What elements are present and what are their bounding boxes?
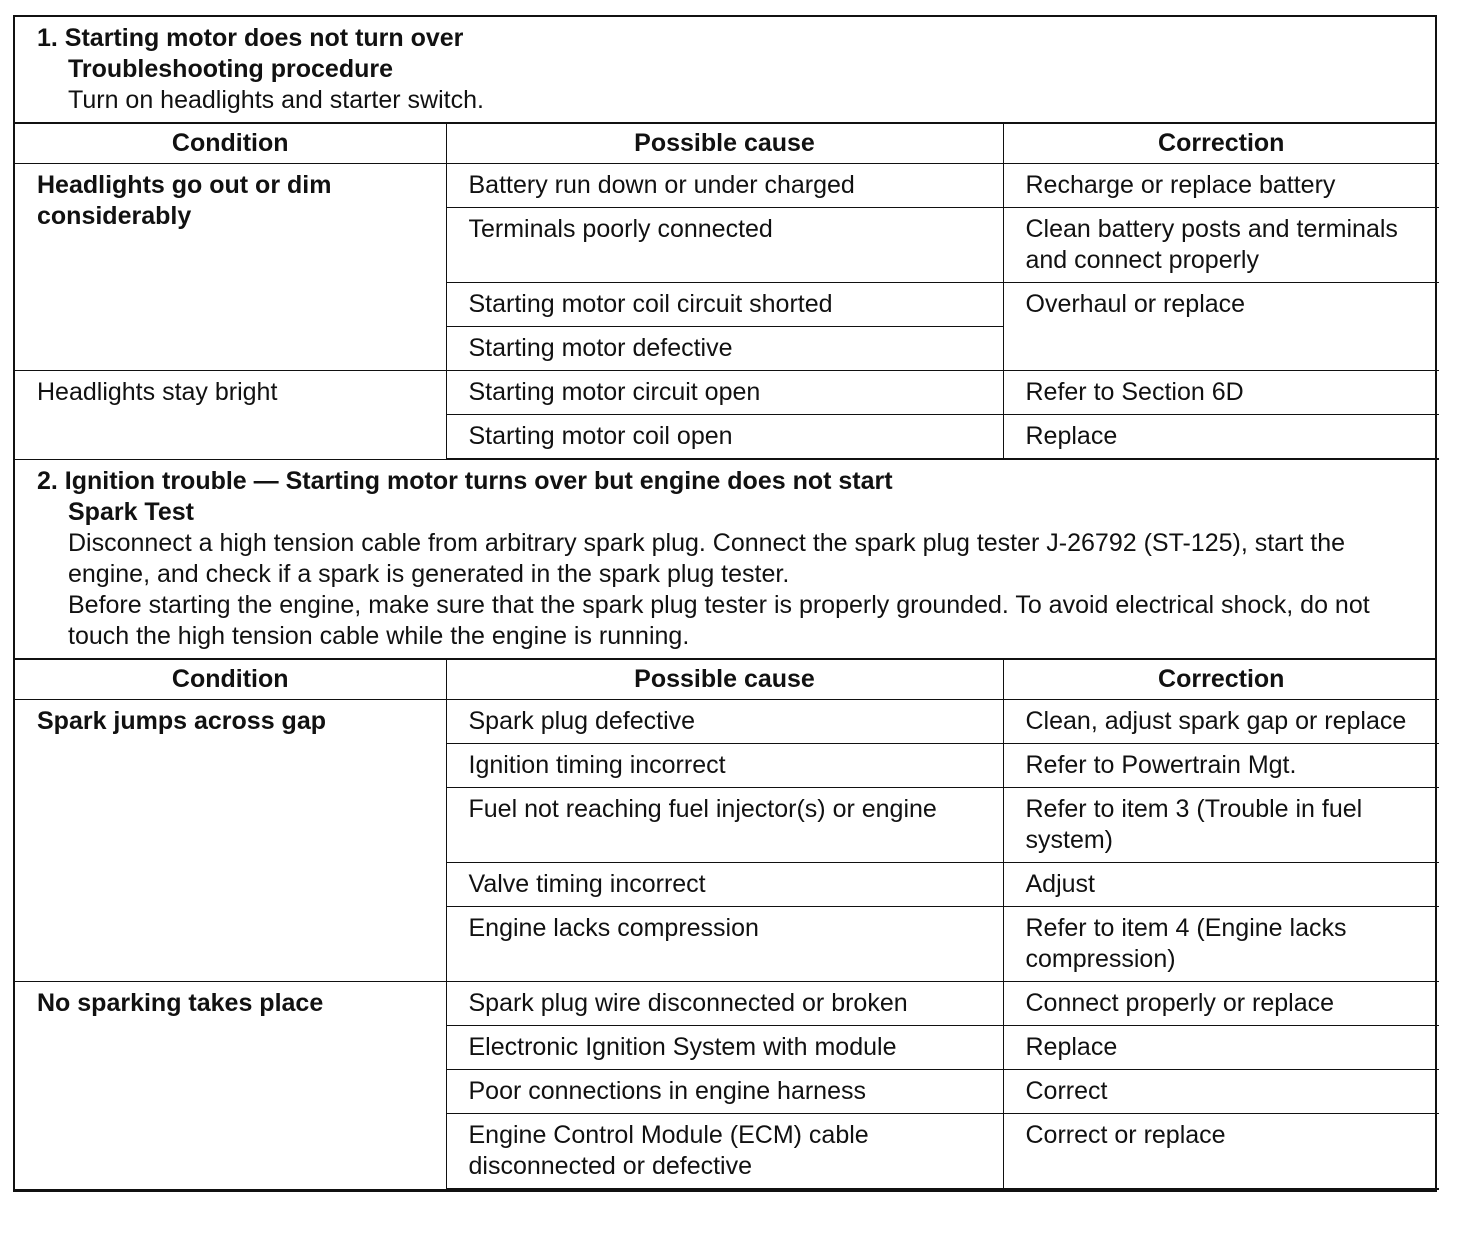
column-header-correction: Correction xyxy=(1003,124,1439,164)
cause-cell: Battery run down or under charged xyxy=(446,164,1003,208)
cause-cell: Starting motor defective xyxy=(446,327,1003,371)
cause-cell: Electronic Ignition System with module xyxy=(446,1026,1003,1070)
section2-paragraph-1: Disconnect a high tension cable from arbitrary spark plug. Connect the spark plug tester J-26792 (ST-125), start the engine, and check if a spark is generated in the spark plug tester. xyxy=(68,529,1346,588)
column-header-condition: Condition xyxy=(15,660,446,700)
section1-table xyxy=(15,124,1439,460)
column-header-condition: Condition xyxy=(15,124,446,164)
table-row xyxy=(15,700,1439,744)
condition-cell: No sparking takes place xyxy=(15,982,446,1190)
correction-cell: Clean, adjust spark gap or replace xyxy=(1003,700,1439,744)
column-header-cause: Possible cause xyxy=(446,660,1003,700)
cause-cell: Spark plug defective xyxy=(446,700,1003,744)
table-row xyxy=(15,164,1439,208)
section2-table xyxy=(15,660,1439,1190)
cause-cell: Poor connections in engine harness xyxy=(446,1070,1003,1114)
correction-cell: Replace xyxy=(1003,415,1439,460)
correction-cell: Refer to item 4 (Engine lacks compression) xyxy=(1003,907,1439,982)
cause-cell: Terminals poorly connected xyxy=(446,208,1003,283)
table-row xyxy=(15,371,1439,415)
section1-title: 1. Starting motor does not turn over xyxy=(37,24,464,52)
section1-instruction: Turn on headlights and starter switch. xyxy=(68,86,484,114)
section2-subtitle: Spark Test xyxy=(68,498,194,526)
table-header-row xyxy=(15,124,1439,164)
correction-cell: Refer to Section 6D xyxy=(1003,371,1439,415)
condition-cell: Headlights stay bright xyxy=(15,371,446,460)
section2-paragraph-2: Before starting the engine, make sure that the spark plug tester is properly grounded. To avoid electrical shock, do not touch the high tension cable while the engine is running. xyxy=(68,591,1370,650)
cause-cell: Spark plug wire disconnected or broken xyxy=(446,982,1003,1026)
table-header-row xyxy=(15,660,1439,700)
section2-header xyxy=(15,460,1435,660)
correction-cell: Replace xyxy=(1003,1026,1439,1070)
section1-header xyxy=(15,17,1435,124)
cause-cell: Starting motor circuit open xyxy=(446,371,1003,415)
correction-cell: Clean battery posts and terminals and connect properly xyxy=(1003,208,1439,283)
cause-cell: Fuel not reaching fuel injector(s) or engine xyxy=(446,788,1003,863)
cause-cell: Engine lacks compression xyxy=(446,907,1003,982)
section1-subtitle: Troubleshooting procedure xyxy=(68,55,394,83)
correction-cell: Correct xyxy=(1003,1070,1439,1114)
troubleshooting-document xyxy=(13,15,1437,1192)
cause-cell: Valve timing incorrect xyxy=(446,863,1003,907)
condition-cell: Headlights go out or dim considerably xyxy=(15,164,446,371)
correction-cell: Refer to Powertrain Mgt. xyxy=(1003,744,1439,788)
correction-cell: Correct or replace xyxy=(1003,1114,1439,1190)
column-header-correction: Correction xyxy=(1003,660,1439,700)
cause-cell: Starting motor coil open xyxy=(446,415,1003,460)
column-header-cause: Possible cause xyxy=(446,124,1003,164)
cause-cell: Engine Control Module (ECM) cable disconnected or defective xyxy=(446,1114,1003,1190)
condition-cell: Spark jumps across gap xyxy=(15,700,446,982)
correction-cell: Recharge or replace battery xyxy=(1003,164,1439,208)
cause-cell: Ignition timing incorrect xyxy=(446,744,1003,788)
section2-title: 2. Ignition trouble — Starting motor turns over but engine does not start xyxy=(37,467,893,495)
correction-cell: Connect properly or replace xyxy=(1003,982,1439,1026)
correction-cell: Adjust xyxy=(1003,863,1439,907)
correction-cell: Overhaul or replace xyxy=(1003,283,1439,371)
table-row xyxy=(15,982,1439,1026)
cause-cell: Starting motor coil circuit shorted xyxy=(446,283,1003,327)
correction-cell: Refer to item 3 (Trouble in fuel system) xyxy=(1003,788,1439,863)
